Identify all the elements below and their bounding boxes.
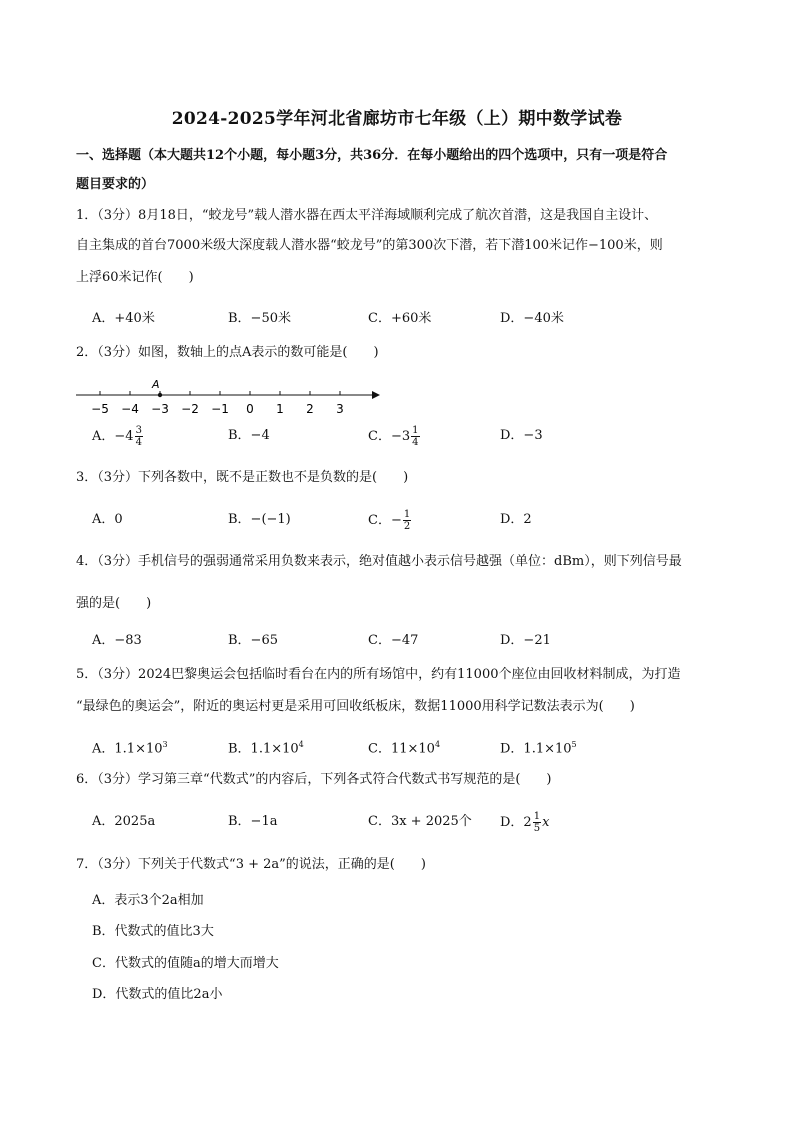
q5-option-b-base: B．1.1×10: [228, 741, 299, 757]
q3-stem: 3．（3分）下列各数中，既不是正数也不是负数的是( ): [76, 470, 409, 485]
q7-stem: 7．（3分）下列关于代数式“3 + 2a”的说法，正确的是( ): [76, 857, 426, 872]
q2-option-c-denominator: 4: [412, 437, 419, 448]
q7-option-a: A．表示3个2a相加: [92, 893, 204, 908]
q2-option-a: [92, 425, 144, 448]
q3-option-c-prefix: C．−: [368, 513, 402, 528]
number-line-tick-label: 3: [336, 402, 344, 416]
number-line-tick-label: −4: [121, 402, 139, 416]
q6-options: [92, 811, 732, 833]
section-heading: [76, 141, 726, 199]
number-line-tick-label: −3: [151, 402, 169, 416]
q1-line3: 上浮60米记作( ): [76, 270, 194, 285]
q7-option-b: B．代数式的值比3大: [92, 924, 214, 939]
number-line-tick-label: −5: [91, 402, 109, 416]
q2-option-a-fraction: [135, 425, 143, 448]
q2-option-c-numerator: 1: [412, 425, 419, 436]
number-line-figure: [70, 375, 390, 417]
q4-line1: 4．（3分）手机信号的强弱通常采用负数来表示，绝对值越小表示信号越强（单位：dBm），则下列信号最: [76, 554, 682, 569]
number-line-tick-label: −2: [181, 402, 199, 416]
q4-option-a: A．−83: [92, 633, 142, 648]
q1-options: [92, 308, 732, 330]
q5-option-d: [500, 734, 577, 760]
q6-option-d-fraction: [533, 811, 541, 834]
q1-option-d: D．−40米: [500, 311, 564, 326]
q3-option-a: A．0: [92, 512, 123, 527]
q1-option-b: B．−50米: [228, 311, 291, 326]
q5-option-d-base: D．1.1×10: [500, 741, 572, 757]
q5-options: [92, 734, 732, 756]
q4-line2: 强的是( ): [76, 596, 152, 611]
q4-option-b: B．−65: [228, 633, 278, 648]
point-a-dot: [158, 393, 162, 397]
q1-option-a: A．+40米: [92, 311, 155, 326]
q6-stem: 6．（3分）学习第三章“代数式”的内容后，下列各式符合代数式书写规范的是( ): [76, 772, 552, 787]
q2-options: [92, 425, 732, 447]
q6-option-a: A．2025a: [92, 814, 156, 829]
q6-option-d-denominator: 5: [533, 823, 541, 834]
q3-option-c-fraction: [403, 509, 411, 532]
number-line-tick-label: −1: [211, 402, 229, 416]
section-heading-line2: 题目要求的）: [76, 177, 155, 192]
q4-options: [92, 630, 732, 652]
q6-option-d-prefix: D．2: [500, 815, 532, 830]
q5-line2: “最绿色的奥运会”，附近的奥运村更是采用可回收纸板床，数据11000用科学记数法表示为( ): [76, 699, 635, 714]
q2-option-d: D．−3: [500, 428, 543, 443]
q6-option-b: B．−1a: [228, 814, 278, 829]
point-a-label: A: [152, 378, 160, 391]
q2-option-a-numerator: 3: [135, 425, 142, 436]
q5-option-a: [92, 734, 168, 760]
q5-option-b-exponent: 4: [298, 740, 304, 749]
q5-line1: 5．（3分）2024巴黎奥运会包括临时看台在内的所有场馆中，约有11000个座位由回收材料制成，为打造: [76, 667, 681, 682]
q7-option-d: D．代数式的值比2a小: [92, 987, 223, 1002]
q4-option-c: C．−47: [368, 633, 419, 648]
q5-option-a-base: A．1.1×10: [92, 741, 163, 757]
page-title: 2024-2025学年河北省廊坊市七年级（上）期中数学试卷: [171, 109, 623, 129]
q3-option-c-denominator: 2: [403, 521, 411, 532]
q5-option-c-base: C．11×10: [368, 741, 435, 757]
q5-option-d-exponent: 5: [571, 740, 577, 749]
number-line-tick-label: 0: [246, 402, 254, 416]
q5-option-b: [228, 734, 304, 760]
q3-option-b: B．−(−1): [228, 512, 291, 527]
q3-option-d: D．2: [500, 512, 532, 527]
q5-option-a-exponent: 3: [162, 740, 168, 749]
number-line-tick-label: 1: [276, 402, 284, 416]
q2-option-c: [368, 425, 421, 448]
q2-stem: 2．（3分）如图，数轴上的点A表示的数可能是( ): [76, 345, 379, 360]
q6-option-d: [500, 811, 549, 834]
q2-option-b: B．−4: [228, 428, 270, 443]
number-line-arrow: [372, 391, 380, 399]
number-line-tick-label: 2: [306, 402, 314, 416]
q7-option-c: C．代数式的值随a的增大而增大: [92, 956, 279, 971]
q5-option-c-exponent: 4: [434, 740, 441, 749]
q6-option-d-variable: x: [542, 815, 550, 830]
q2-option-c-fraction: [411, 425, 419, 448]
q3-options: [92, 509, 732, 531]
q6-option-d-numerator: 1: [533, 811, 541, 822]
q3-option-c-numerator: 1: [403, 509, 411, 520]
q3-option-c: [368, 509, 412, 532]
section-heading-line1: 一、选择题（本大题共12个小题，每小题3分，共36分．在每小题给出的四个选项中，只有一项是符合: [76, 148, 668, 163]
q4-option-d: D．−21: [500, 633, 551, 648]
q2-option-a-prefix: A．−4: [92, 429, 134, 444]
q1-line1: 1．（3分）8月18日，“蛟龙号”载人潜水器在西太平洋海域顺利完成了航次首潜，这是我国自主设计、: [76, 208, 658, 223]
q1-line2: 自主集成的首台7000米级大深度载人潜水器“蛟龙号”的第300次下潜，若下潜100米记作−100米，则: [76, 238, 663, 253]
q5-option-c: [368, 734, 440, 760]
q6-option-c: C．3x + 2025个: [368, 814, 472, 829]
q2-option-a-denominator: 4: [135, 437, 142, 448]
q1-option-c: C．+60米: [368, 311, 432, 326]
q2-option-c-prefix: C．−3: [368, 429, 411, 444]
